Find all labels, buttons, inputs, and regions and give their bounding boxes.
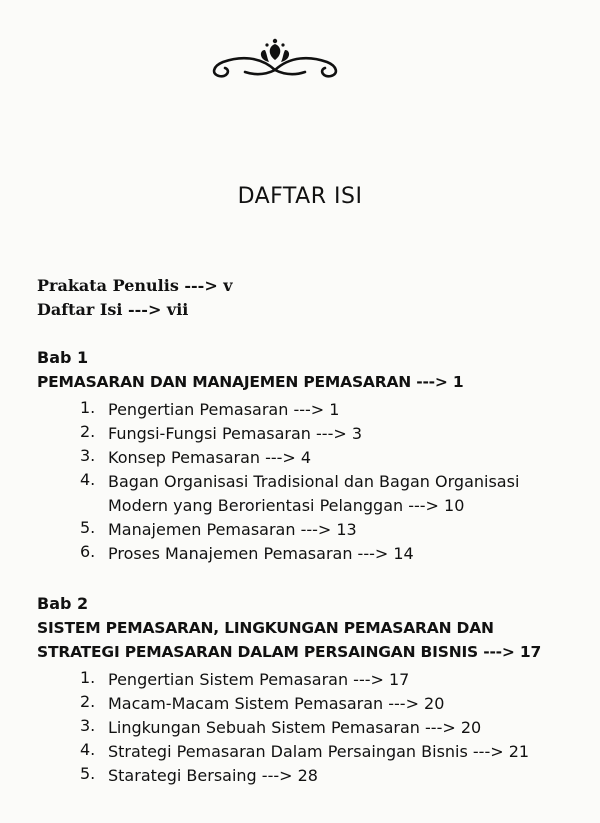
list-item <box>80 398 550 422</box>
chapter-label: Bab 1 <box>37 348 89 367</box>
item-text: Strategi Pemasaran Dalam Persaingan Bisnis ---> 21 <box>108 742 530 761</box>
item-text: Bagan Organisasi Tradisional dan Bagan Organisasi Modern yang Berorientasi Pelanggan ---> 10 <box>108 472 520 515</box>
item-number: 3. <box>80 716 96 735</box>
list-item <box>80 446 550 470</box>
item-text: Konsep Pemasaran ---> 4 <box>108 448 312 467</box>
page-title: DAFTAR ISI <box>237 184 363 209</box>
item-text: Fungsi-Fungsi Pemasaran ---> 3 <box>108 424 363 443</box>
list-item <box>80 740 550 764</box>
item-number: 4. <box>80 740 96 759</box>
list-item <box>80 518 550 542</box>
item-text: Pengertian Sistem Pemasaran ---> 17 <box>108 670 410 689</box>
list-item <box>80 692 550 716</box>
item-text: Pengertian Pemasaran ---> 1 <box>108 400 340 419</box>
item-number: 2. <box>80 422 96 441</box>
item-text: Macam-Macam Sistem Pemasaran ---> 20 <box>108 694 445 713</box>
list-item <box>80 470 550 518</box>
list-item <box>80 716 550 740</box>
list-item <box>80 764 550 788</box>
chapter-label: Bab 2 <box>37 594 89 613</box>
item-number: 2. <box>80 692 96 711</box>
item-number: 5. <box>80 518 96 537</box>
item-text: Proses Manajemen Pemasaran ---> 14 <box>108 544 414 563</box>
list-item <box>80 542 550 566</box>
item-text: Lingkungan Sebuah Sistem Pemasaran ---> 20 <box>108 718 482 737</box>
item-text: Starategi Bersaing ---> 28 <box>108 766 318 785</box>
item-number: 4. <box>80 470 96 489</box>
item-text: Manajemen Pemasaran ---> 13 <box>108 520 357 539</box>
item-number: 1. <box>80 398 96 417</box>
item-number: 3. <box>80 446 96 465</box>
chapter-title: STRATEGI PEMASARAN DALAM PERSAINGAN BISNIS ---> 17 <box>37 643 542 661</box>
list-item <box>80 422 550 446</box>
item-number: 6. <box>80 542 96 561</box>
chapter-title: SISTEM PEMASARAN, LINGKUNGAN PEMASARAN DAN <box>37 619 494 637</box>
list-item <box>80 668 550 692</box>
item-number: 5. <box>80 764 96 783</box>
front-matter-item: Prakata Penulis ---> v <box>37 276 233 295</box>
ornament-icon <box>205 36 345 82</box>
item-number: 1. <box>80 668 96 687</box>
front-matter-item: Daftar Isi ---> vii <box>37 300 189 319</box>
chapter-title: PEMASARAN DAN MANAJEMEN PEMASARAN ---> 1 <box>37 373 464 391</box>
